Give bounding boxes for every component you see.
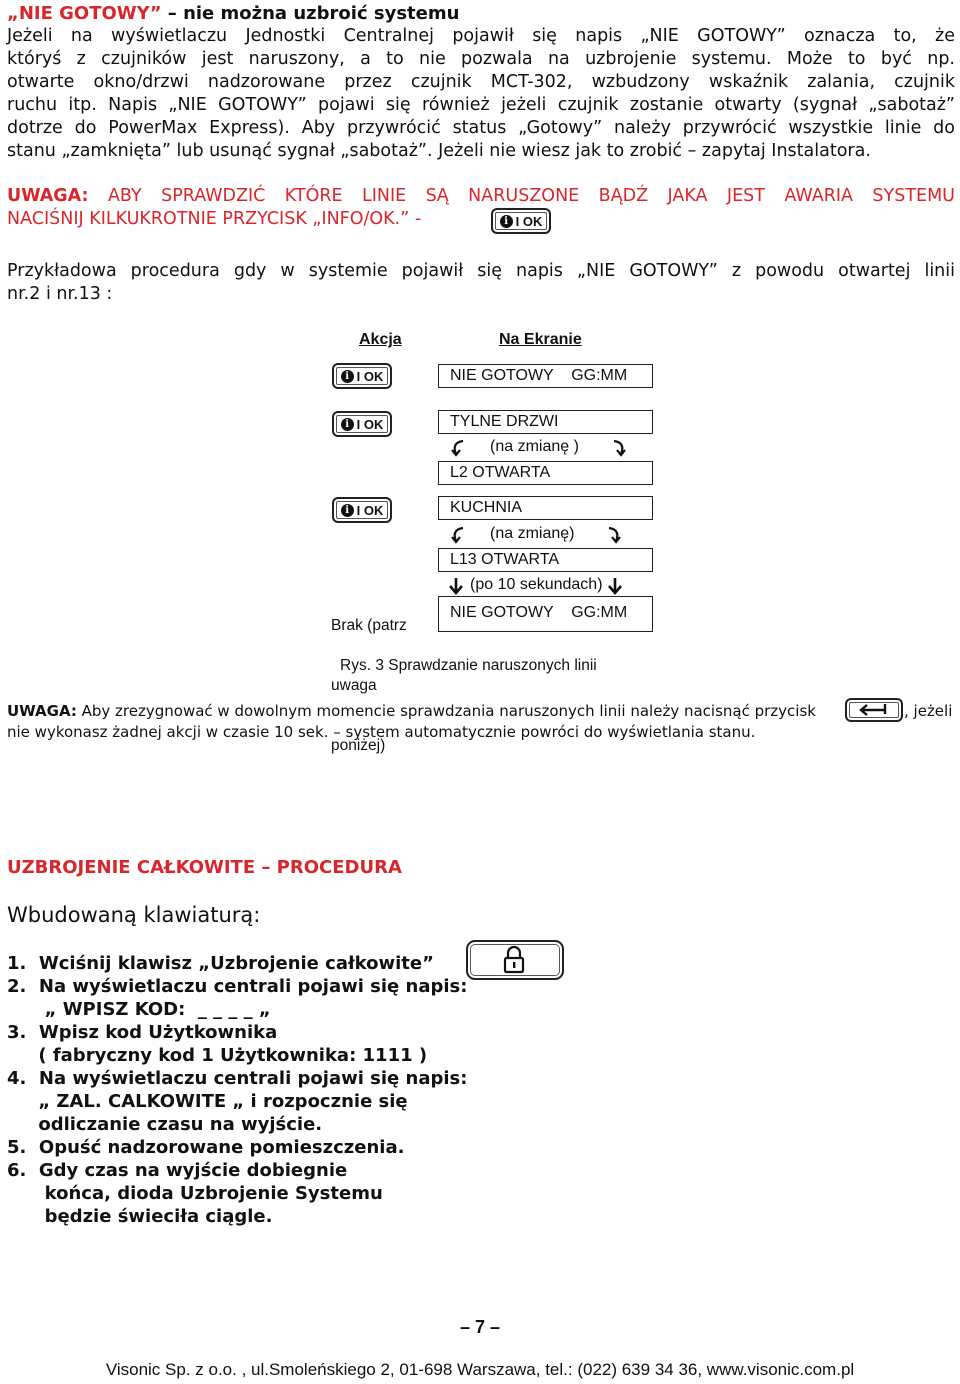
col-header-na-ekranie: Na Ekranie [499,331,582,348]
step-6-cont-2: będzie świeciła ciągle. [7,1206,273,1227]
step-1: 1. Wciśnij klawisz „Uzbrojenie całkowite” [7,953,434,974]
info-icon: i [500,215,513,228]
after-10-seconds-label: (po 10 sekundach) [470,576,603,593]
example-line-2: nr.2 i nr.13 : [7,284,113,304]
step-2: 2. Na wyświetlaczu centrali pojawi się napis: [7,976,468,997]
info-ok-key-inline: i I OK [491,208,551,234]
arrow-down-icon [605,576,625,596]
section-heading-nie-gotowy [7,2,459,25]
screen-nie-gotowy-2: NIE GOTOWY GG:MM [438,596,653,632]
note-line-1: UWAGA: Aby zrezygnować w dowolnym momencie sprawdzania naruszonych linii należy nacisnąć przycisk [7,702,816,720]
footer-address: Visonic Sp. z o.o. , ul.Smoleńskiego 2, 01-698 Warszawa, tel.: (022) 639 34 36, www.visonic.com.pl [105,1360,855,1379]
figure-caption: Rys. 3 Sprawdzanie naruszonych linii [340,657,597,674]
screen-nie-gotowy-1: NIE GOTOWY GG:MM [438,364,653,388]
alternate-right-arrow-icon [603,525,623,545]
body-line-4: ruchu itp. Napis „NIE GOTOWY” pojawi się również jeżeli czujnik zostanie otwarty (sygnał „sabotaż” [7,95,955,115]
brak-label: Brak (patrz uwaga poniżej) [331,617,407,754]
warning-line-1: UWAGA: ABY SPRAWDZIĆ KTÓRE LINIE SĄ NARUSZONE BĄDŹ JAKA JEST AWARIA SYSTEMU [7,186,955,206]
step-4-countdown: odliczanie czasu na wyjście. [7,1114,323,1135]
info-ok-key-1: i I OK [332,363,392,389]
note-line-1-end: , jeżeli [904,702,953,720]
step-4-display: „ ZAL. CALKOWITE „ i rozpocznie się [7,1091,408,1112]
screen-l2-otwarta: L2 OTWARTA [438,461,653,485]
heading-rest: – nie można uzbroić systemu [161,3,460,24]
step-4: 4. Na wyświetlaczu centrali pojawi się napis: [7,1068,468,1089]
alternate-left-arrow-icon [449,438,469,458]
step-6-cont-1: końca, dioda Uzbrojenie Systemu [7,1183,383,1204]
lock-icon [468,942,562,978]
heading-quote: „NIE GOTOWY” [7,3,162,24]
info-icon: i [341,370,354,383]
info-icon: i [341,504,354,517]
alternate-right-arrow-icon [608,438,628,458]
section-heading-uzbrojenie: UZBROJENIE CAŁKOWITE – PROCEDURA [7,857,402,878]
warning-label: UWAGA: [7,186,89,206]
step-2-code: „ WPISZ KOD: _ _ _ _ „ [7,999,271,1020]
arrow-down-icon [446,576,466,596]
info-icon: i [341,418,354,431]
step-3: 3. Wpisz kod Użytkownika [7,1022,278,1043]
alternate-label-3: (na zmianę) [490,525,575,542]
col-header-akcja: Akcja [359,331,402,348]
example-line-1: Przykładowa procedura gdy w systemie pojawił się napis „NIE GOTOWY” z powodu otwartej linii [7,261,955,281]
body-line-2: któryś z czujników jest naruszony, a to nie pozwala na uzbrojenie systemu. Może to być np. [7,49,955,69]
alternate-label-2: (na zmianę ) [490,438,579,455]
step-5: 5. Opuść nadzorowane pomieszczenia. [7,1137,405,1158]
full-arm-key-icon [466,940,564,980]
screen-l13-otwarta: L13 OTWARTA [438,548,653,572]
page-number: – 7 – [459,1317,501,1337]
note-line-2: nie wykonasz żadnej akcji w czasie 10 sek. – system automatycznie powróci do wyświetlania stanu. [7,723,756,741]
info-ok-key-2: i I OK [332,411,392,437]
body-line-3: otwarte okno/drzwi nadzorowane przez czujnik MCT-302, wzbudzony wskaźnik zalania, czujnik [7,72,955,92]
screen-tylne-drzwi: TYLNE DRZWI [438,410,653,434]
info-ok-key-3: i I OK [332,497,392,523]
alternate-left-arrow-icon [449,525,469,545]
body-line-5: dotrze do PowerMax Express). Aby przywrócić status „Gotowy” należy przywrócić wszystkie linie do [7,118,955,138]
back-key-icon [845,698,903,722]
body-line-1: Jeżeli na wyświetlaczu Jednostki Centralnej pojawił się napis „NIE GOTOWY” oznacza to, że [7,26,955,46]
warning-line-2: NACIŚNIJ KILKUKROTNIE PRZYCISK „INFO/OK.” - [7,209,427,229]
screen-kuchnia: KUCHNIA [438,496,653,520]
body-line-6: stanu „zamknięta” lub usunąć sygnał „sabotaż”. Jeżeli nie wiesz jak to zrobić – zapytaj Instalatora. [7,141,871,161]
section-subheading: Wbudowaną klawiaturą: [7,903,261,927]
step-6: 6. Gdy czas na wyjście dobiegnie [7,1160,348,1181]
back-arrow-icon [847,700,901,720]
note-label: UWAGA: [7,702,77,720]
step-3-default: ( fabryczny kod 1 Użytkownika: 1111 ) [7,1045,428,1066]
